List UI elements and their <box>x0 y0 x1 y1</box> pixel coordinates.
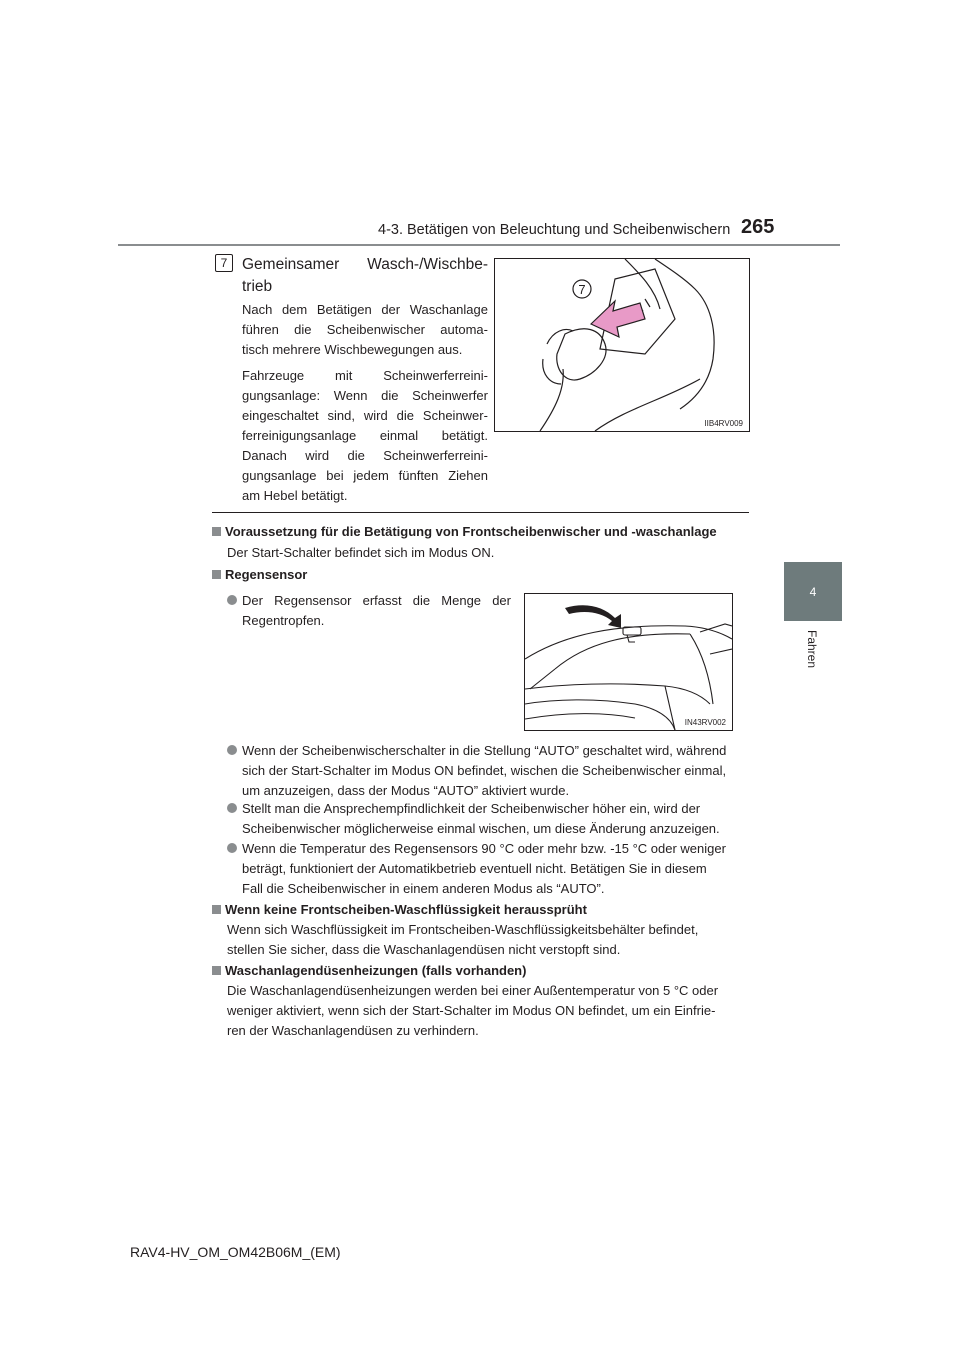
bullet-rain-sensor-detect: Der Regensensor erfasst die Menge der Regentropfen. <box>227 591 511 631</box>
page-number: 265 <box>741 216 775 238</box>
step-paragraph-washer: Nach dem Betätigen der Waschanlage führen die Scheibenwischer automa- tisch mehrere Wischbewegungen aus. <box>242 302 488 357</box>
step-title: Gemeinsamer Wasch-/Wischbe- trieb <box>242 256 488 295</box>
bullet-temperature: Wenn die Temperatur des Regensensors 90 °C oder mehr bzw. -15 °C oder weniger beträgt, funktioniert der Automatikbetrieb eventuell nicht. Betätigen Sie in diesem Fall die Scheibenwischer in einem anderen Modus als “AUTO”. <box>227 839 749 899</box>
section-divider <box>212 512 749 513</box>
wiper-lever-drawing <box>495 259 749 431</box>
windshield-drawing <box>525 594 732 730</box>
section-text-requirements: Der Start-Schalter befindet sich im Modus ON. <box>227 545 495 560</box>
section-heading-requirements: Voraussetzung für die Betätigung von Frontscheibenwischer und -waschanlage <box>212 524 717 539</box>
chapter-label: Fahren <box>805 629 819 669</box>
section-text-no-washer-fluid: Wenn sich Waschflüssigkeit im Frontscheiben-Waschflüssigkeitsbehälter befindet, stellen Sie sicher, dass die Waschanlagendüsen nicht verstopft sind. <box>227 922 699 957</box>
square-bullet-icon <box>212 527 221 536</box>
square-bullet-icon <box>212 905 221 914</box>
section-heading-rain-sensor: Regensensor <box>212 567 307 582</box>
section-header: 4-3. Betätigen von Beleuchtung und Scheibenwischern <box>378 222 731 238</box>
round-bullet-icon <box>227 595 237 605</box>
rain-sensor-illustration <box>524 593 733 731</box>
section-text-nozzle-heaters: Die Waschanlagendüsenheizungen werden bei einer Außentemperatur von 5 °C oder weniger aktiviert, wenn sich der Start-Schalter im Modus ON befindet, um ein Einfrie- ren der Waschanlagendüsen zu verhindern. <box>227 983 719 1038</box>
section-heading-nozzle-heaters: Waschanlagendüsenheizungen (falls vorhanden) <box>212 963 526 978</box>
header-rule <box>118 244 840 246</box>
round-bullet-icon <box>227 843 237 853</box>
bullet-sensitivity: Stellt man die Ansprechempfindlichkeit der Scheibenwischer höher ein, wird der Scheibenwischer möglicherweise einmal wischen, um diese Änderung anzuzeigen. <box>227 799 749 839</box>
chapter-number: 4 <box>809 584 817 599</box>
square-bullet-icon <box>212 966 221 975</box>
chapter-tab[interactable] <box>784 562 842 621</box>
section-heading-no-washer-fluid: Wenn keine Frontscheiben-Waschflüssigkeit heraussprüht <box>212 902 587 917</box>
lever-illustration <box>494 258 750 432</box>
step-marker-label: 7 <box>578 282 586 297</box>
document-id: RAV4-HV_OM_OM42B06M_(EM) <box>130 1244 341 1260</box>
pull-arrow-icon <box>591 301 645 337</box>
step-badge: 7 <box>215 254 233 272</box>
step-paragraph-headlight-cleaner: Fahrzeuge mit Scheinwerferreini- gungsanlage: Wenn die Scheinwerfer eingeschaltet sind, wird die Scheinwer- ferreinigungsanlage einmal betätigt. Danach wird die Scheinwerferreini- gungsanlage bei jedem fünften Ziehen am Hebel betätigt. <box>242 368 488 503</box>
sensor-arrow-icon <box>565 605 621 628</box>
image-code: IN43RV002 <box>684 718 726 727</box>
square-bullet-icon <box>212 570 221 579</box>
round-bullet-icon <box>227 745 237 755</box>
bullet-auto-mode: Wenn der Scheibenwischerschalter in die Stellung “AUTO” geschaltet wird, während sich der Start-Schalter im Modus ON befindet, wischen die Scheibenwischer einmal, um anzuzeigen, dass der Modus “AUTO” aktiviert wurde. <box>227 741 749 801</box>
image-code: IIB4RV009 <box>704 419 743 428</box>
round-bullet-icon <box>227 803 237 813</box>
